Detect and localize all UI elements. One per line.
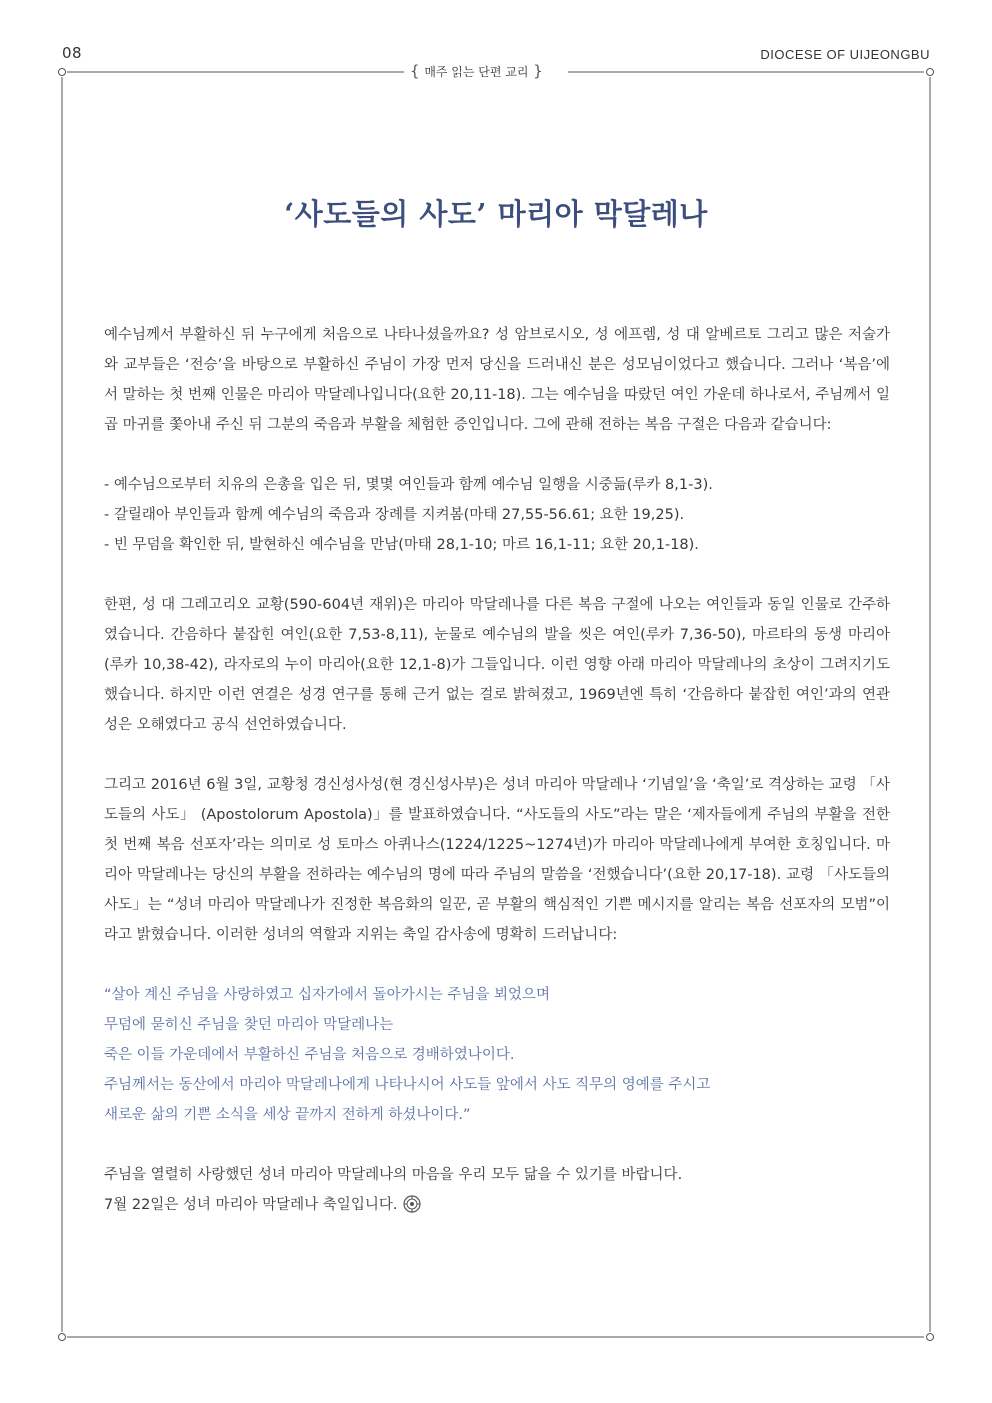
list-item: - 갈릴래아 부인들과 함께 예수님의 죽음과 장례를 지켜봄(마태 27,55-56.61; 요한 19,25). [104, 507, 685, 523]
article-body [104, 320, 890, 1220]
list-item: - 빈 무덤을 확인한 뒤, 발현하신 예수님을 만남(마태 28,1-10; 마르 16,1-11; 요한 20,1-18). [104, 537, 699, 553]
diocese-name: DIOCESE OF UIJEONGBU [760, 47, 930, 62]
rose-emblem-icon [403, 1195, 421, 1213]
page-title: ‘사도들의 사도’ 마리아 막달레나 [284, 197, 708, 231]
closing-line-feast: 7월 22일은 성녀 마리아 막달레나 축일입니다. [104, 1190, 890, 1220]
preface-quote [104, 980, 890, 1130]
closing-line: 주님을 열렬히 사랑했던 성녀 마리아 막달레나의 마음을 우리 모두 닮을 수 있기를 바랍니다. [104, 1167, 683, 1183]
quote-line: “살아 계신 주님을 사랑하였고 십자가에서 돌아가시는 주님을 뵈었으며 [104, 987, 550, 1003]
quote-line: 죽은 이들 가운데에서 부활하신 주님을 처음으로 경배하였나이다. [104, 1047, 515, 1063]
page-number: 08 [62, 44, 83, 62]
list-item: - 예수님으로부터 치유의 은총을 입은 뒤, 몇몇 여인들과 함께 예수님 일행을 시중듦(루카 8,1-3). [104, 477, 713, 493]
decree-paragraph: 그리고 2016년 6월 3일, 교황청 경신성사성(현 경신성사부)은 성녀 마리아 막달레나 ‘기념일’을 ‘축일’로 격상하는 교령 「사도들의 사도」 (Apostolorum Apostola)」를 발표하였습니다. “사도들의 사도”라는 말은 ‘제자들에게 주님의 부활을 전한 첫 번째 복음 선포자’라는 의미로 성 토마스 아퀴나스(1224/1225~1274년)가 마리아 막달레나에게 부여한 호칭입니다. 마리아 막달레나는 당신의 부활을 전하라는 예수님의 명에 따라 주님의 말씀을 ‘전했습니다’(요한 20,17-18). 교령 「사도들의 사도」는 “성녀 마리아 막달레나가 진정한 복음화의 일꾼, 곧 부활의 핵심적인 기쁜 메시지를 알리는 복음 선포자의 모범”이라고 밝혔습니다. 이러한 성녀의 역할과 지위는 축일 감사송에 명확히 드러납니다: [104, 777, 890, 943]
series-label: { 매주 읽는 단편 교리 } [410, 62, 543, 80]
quote-line: 주님께서는 동산에서 마리아 막달레나에게 나타나시어 사도들 앞에서 사도 직무의 영예를 주시고 [104, 1077, 711, 1093]
intro-paragraph: 예수님께서 부활하신 뒤 누구에게 처음으로 나타나셨을까요? 성 암브로시오, 성 에프렘, 성 대 알베르토 그리고 많은 저술가와 교부들은 ‘전승’을 바탕으로 부활하신 주님이 가장 먼저 당신을 드러내신 분은 성모님이었다고 했습니다. 그러나 ‘복음’에서 말하는 첫 번째 인물은 마리아 막달레나입니다(요한 20,11-18). 그는 예수님을 따랐던 여인 가운데 하나로서, 주님께서 일곱 마귀를 쫓아내 주신 뒤 그분의 죽음과 부활을 체험한 증인입니다. 그에 관해 전하는 복음 구절은 다음과 같습니다: [104, 327, 890, 433]
quote-line: 새로운 삶의 기쁜 소식을 세상 끝까지 전하게 하셨나이다.” [104, 1107, 471, 1123]
gregory-paragraph: 한편, 성 대 그레고리오 교황(590-604년 재위)은 마리아 막달레나를 다른 복음 구절에 나오는 여인들과 동일 인물로 간주하였습니다. 간음하다 붙잡힌 여인(요한 7,53-8,11), 눈물로 예수님의 발을 씻은 여인(루카 7,36-50), 마르타의 동생 마리아(루카 10,38-42), 라자로의 누이 마리아(요한 12,1-8)가 그들입니다. 이런 영향 아래 마리아 막달레나의 초상이 그려지기도 했습니다. 하지만 이런 연결은 성경 연구를 통해 근거 없는 걸로 밝혀졌고, 1969년엔 특히 ‘간음하다 붙잡힌 여인’과의 연관성은 오해였다고 공식 선언하였습니다. [104, 597, 890, 733]
quote-line: 무덤에 묻히신 주님을 찾던 마리아 막달레나는 [104, 1017, 394, 1033]
